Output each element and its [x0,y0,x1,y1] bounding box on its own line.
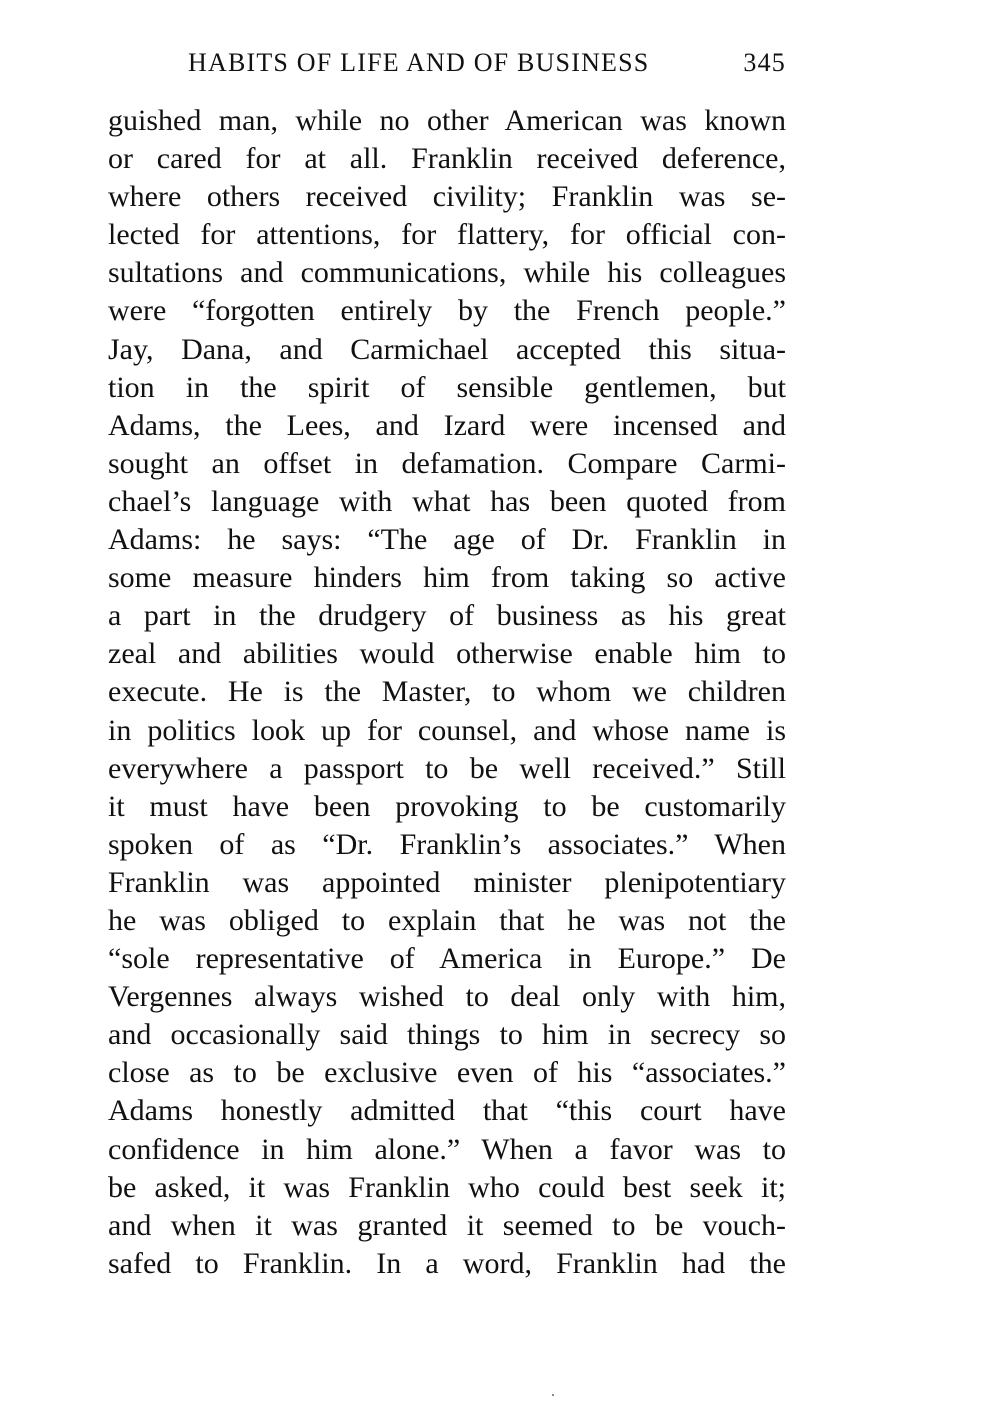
text-line: safed to Franklin. In a word, Franklin had the [108,1246,786,1280]
text-line: where others received civility; Franklin was se- [108,180,786,214]
text-line: a part in the drudgery of business as his great [108,599,786,633]
body-paragraph [108,102,786,1283]
text-line: spoken of as “Dr. Franklin’s associates.” When [108,827,786,861]
text-line: lected for attentions, for flattery, for official con- [108,218,786,252]
text-line: sultations and communications, while his colleagues [108,256,786,290]
text-line: and occasionally said things to him in secrecy so [108,1018,786,1052]
text-line: confidence in him alone.” When a favor was to [108,1132,786,1166]
text-line: Jay, Dana, and Carmichael accepted this situa- [108,332,786,366]
text-line: sought an offset in defamation. Compare Carmi- [108,446,786,480]
text-line: be asked, it was Franklin who could best seek it; [108,1170,786,1204]
page-number: 345 [743,48,786,77]
text-line: tion in the spirit of sensible gentlemen, but [108,370,786,404]
text-line: chael’s language with what has been quoted from [108,484,786,518]
text-line: Vergennes always wished to deal only with him, [108,980,786,1014]
text-line: in politics look up for counsel, and whose name is [108,713,786,747]
running-header-title: HABITS OF LIFE AND OF BUSINESS [188,48,650,77]
text-line: he was obliged to explain that he was not the [108,903,786,937]
text-line: guished man, while no other American was known [108,104,786,137]
text-line: Adams honestly admitted that “this court have [108,1094,786,1128]
text-line: Franklin was appointed minister plenipotentiary [108,865,786,899]
print-speck [552,1394,554,1396]
text-line: it must have been provoking to be customarily [108,789,786,823]
running-header [108,48,786,84]
text-line: “sole representative of America in Europe.” De [108,942,786,976]
text-line: or cared for at all. Franklin received deference, [108,142,786,176]
text-line: were “forgotten entirely by the French people.” [108,294,786,328]
text-line: execute. He is the Master, to whom we children [108,675,786,709]
text-line: Adams, the Lees, and Izard were incensed and [108,408,786,442]
text-line: everywhere a passport to be well received.” Still [108,751,786,785]
text-line: and when it was granted it seemed to be vouch- [108,1208,786,1242]
text-line: close as to be exclusive even of his “associates.” [108,1056,786,1090]
text-line: Adams: he says: “The age of Dr. Franklin in [108,523,786,557]
text-line: zeal and abilities would otherwise enable him to [108,637,786,671]
text-line: some measure hinders him from taking so active [108,561,786,595]
